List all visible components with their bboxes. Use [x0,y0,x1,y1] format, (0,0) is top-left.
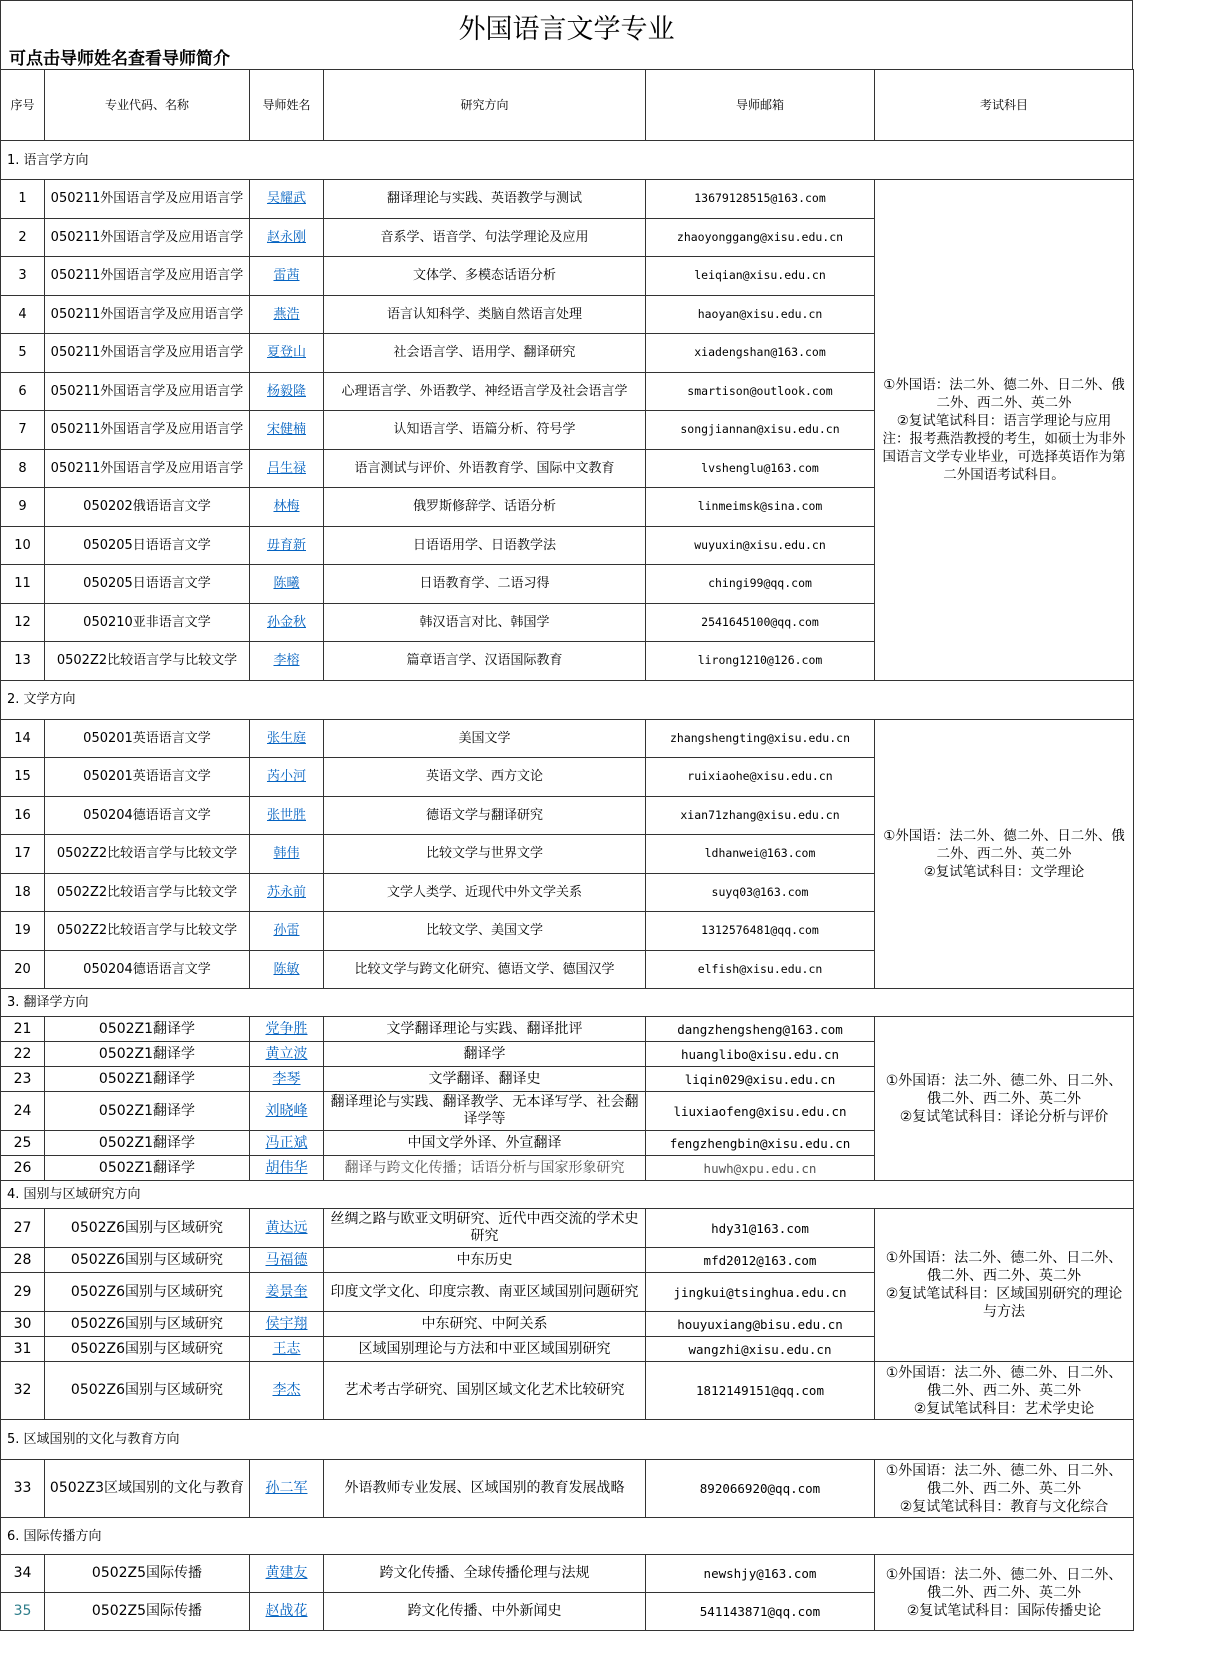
major-cell: 050201英语语言文学 [45,758,250,797]
research-cell: 文体学、多模态话语分析 [324,257,646,296]
major-cell: 0502Z6国别与区域研究 [45,1337,250,1362]
supervisor-name-link[interactable]: 党争胜 [265,1020,308,1037]
row-index: 19 [1,912,45,951]
supervisor-cell [250,411,324,450]
supervisor-name-link[interactable]: 杨毅隆 [266,383,306,399]
research-cell: 艺术考古学研究、国别区域文化艺术比较研究 [324,1362,646,1420]
row-index: 12 [1,603,45,642]
section-label: 5. 区域国别的文化与教育方向 [1,1420,1134,1460]
supervisor-cell [250,1312,324,1337]
research-cell: 德语文学与翻译研究 [324,796,646,835]
research-cell: 日语语用学、日语教学法 [324,526,646,565]
research-cell: 认知语言学、语篇分析、符号学 [324,411,646,450]
email-cell: newshjy@163.com [646,1555,875,1593]
supervisor-cell [250,1362,324,1420]
row-index: 8 [1,449,45,488]
row-index: 17 [1,835,45,874]
supervisor-cell [250,642,324,681]
major-cell: 050210亚非语言文学 [45,603,250,642]
section-label: 3. 翻译学方向 [1,989,1134,1017]
research-cell: 语言测试与评价、外语教育学、国际中文教育 [324,449,646,488]
supervisor-cell [250,1248,324,1273]
email-cell: xiadengshan@163.com [646,334,875,373]
email-cell: 1812149151@qq.com [646,1362,875,1420]
table-header [1,70,1134,141]
supervisor-name-link[interactable]: 陈敏 [273,961,300,977]
major-cell: 0502Z6国别与区域研究 [45,1248,250,1273]
major-cell: 0502Z3区域国别的文化与教育 [45,1460,250,1518]
email-cell: houyuxiang@bisu.edu.cn [646,1312,875,1337]
supervisor-cell [250,449,324,488]
email-cell: songjiannan@xisu.edu.cn [646,411,875,450]
row-index: 21 [1,1017,45,1042]
header-email: 导师邮箱 [646,70,875,141]
supervisor-cell [250,1209,324,1248]
supervisor-name-link[interactable]: 林梅 [273,499,300,515]
research-cell: 文学翻译理论与实践、翻译批评 [324,1017,646,1042]
email-cell: ruixiaohe@xisu.edu.cn [646,758,875,797]
row-index: 24 [1,1092,45,1131]
supervisor-cell [250,1555,324,1593]
header-exam: 考试科目 [875,70,1134,141]
supervisor-cell [250,1460,324,1518]
supervisor-cell [250,719,324,758]
title-box [0,0,1133,69]
major-cell: 0502Z1翻译学 [45,1067,250,1092]
supervisor-name-link[interactable]: 孙雷 [273,923,300,939]
email-cell: haoyan@xisu.edu.cn [646,295,875,334]
section-header [1,989,1134,1017]
row-index: 6 [1,372,45,411]
row-index: 9 [1,488,45,527]
email-cell: fengzhengbin@xisu.edu.cn [646,1131,875,1156]
row-index: 4 [1,295,45,334]
major-cell: 050205日语语言文学 [45,565,250,604]
exam-subjects: ①外国语：法二外、德二外、日二外、俄二外、西二外、英二外 ②复试笔试科目：国际传播史论 [875,1555,1134,1631]
major-cell: 0502Z2比较语言学与比较文学 [45,835,250,874]
supervisor-cell [250,1131,324,1156]
exam-subjects: ①外国语：法二外、德二外、日二外、俄二外、西二外、英二外 ②复试笔试科目：译论分析与评价 [875,1017,1134,1181]
row-index: 13 [1,642,45,681]
header-research: 研究方向 [324,70,646,141]
supervisor-cell [250,180,324,219]
email-cell: xian71zhang@xisu.edu.cn [646,796,875,835]
major-cell: 050204德语语言文学 [45,950,250,989]
email-cell: zhaoyonggang@xisu.edu.cn [646,218,875,257]
email-cell: smartison@outlook.com [646,372,875,411]
header-index: 序号 [1,70,45,141]
research-cell: 语言认知科学、类脑自然语言处理 [324,295,646,334]
supervisor-cell [250,1156,324,1181]
section-header [1,680,1134,719]
supervisor-name-link[interactable]: 李杰 [272,1382,301,1398]
major-cell: 0502Z5国际传播 [45,1593,250,1631]
major-cell: 050211外国语言学及应用语言学 [45,372,250,411]
supervisor-cell [250,565,324,604]
table-row [1,719,1134,758]
research-cell: 翻译理论与实践、翻译教学、无本译写学、社会翻译学等 [324,1092,646,1131]
row-index: 29 [1,1273,45,1312]
major-cell: 050211外国语言学及应用语言学 [45,334,250,373]
supervisor-name-link[interactable]: 韩伟 [273,846,300,862]
table-row [1,1209,1134,1248]
supervisor-cell [250,1092,324,1131]
row-index: 34 [1,1555,45,1593]
supervisor-cell [250,1017,324,1042]
supervisor-name-link[interactable]: 孙金秋 [266,614,306,630]
row-index: 15 [1,758,45,797]
research-cell: 篇章语言学、汉语国际教育 [324,642,646,681]
section-header [1,141,1134,180]
major-cell: 050211外国语言学及应用语言学 [45,411,250,450]
row-index: 25 [1,1131,45,1156]
row-index: 33 [1,1460,45,1518]
email-cell: hdy31@163.com [646,1209,875,1248]
major-cell: 050211外国语言学及应用语言学 [45,218,250,257]
research-cell: 中东研究、中阿关系 [324,1312,646,1337]
major-cell: 050211外国语言学及应用语言学 [45,449,250,488]
supervisor-name-link[interactable]: 胡伟华 [265,1159,308,1176]
email-cell: ldhanwei@163.com [646,835,875,874]
row-index: 11 [1,565,45,604]
supervisor-name-link[interactable]: 马福德 [265,1251,308,1268]
research-cell: 外语教师专业发展、区域国别的教育发展战略 [324,1460,646,1518]
supervisor-cell [250,218,324,257]
email-cell: 1312576481@qq.com [646,912,875,951]
supervisor-name-link[interactable]: 燕浩 [273,306,300,322]
supervisor-cell [250,873,324,912]
supervisor-name-link[interactable]: 侯宇翔 [265,1315,308,1332]
supervisor-cell [250,1593,324,1631]
supervisor-cell [250,835,324,874]
supervisor-cell [250,257,324,296]
supervisor-name-link[interactable]: 黄达远 [265,1219,308,1236]
major-cell: 0502Z5国际传播 [45,1555,250,1593]
row-index: 30 [1,1312,45,1337]
row-index: 10 [1,526,45,565]
major-cell: 0502Z2比较语言学与比较文学 [45,642,250,681]
major-cell: 0502Z1翻译学 [45,1017,250,1042]
row-index: 28 [1,1248,45,1273]
major-cell: 0502Z6国别与区域研究 [45,1209,250,1248]
supervisor-cell [250,295,324,334]
row-index: 35 [1,1593,45,1631]
research-cell: 翻译理论与实践、英语教学与测试 [324,180,646,219]
supervisor-name-link[interactable]: 孙二军 [265,1480,308,1496]
supervisor-name-link[interactable]: 赵永刚 [266,229,306,245]
supervisor-cell [250,1337,324,1362]
exam-subjects: ①外国语：法二外、德二外、日二外、俄二外、西二外、英二外 ②复试笔试科目：艺术学史论 [875,1362,1134,1420]
section-header [1,1518,1134,1555]
major-cell: 0502Z6国别与区域研究 [45,1312,250,1337]
row-index: 2 [1,218,45,257]
supervisor-name-link[interactable]: 赵战花 [265,1603,308,1619]
supervisor-cell [250,334,324,373]
email-cell: lvshenglu@163.com [646,449,875,488]
major-cell: 0502Z1翻译学 [45,1131,250,1156]
supervisor-cell [250,526,324,565]
supervisor-name-link[interactable]: 吕生禄 [266,460,306,476]
major-cell: 0502Z2比较语言学与比较文学 [45,873,250,912]
research-cell: 英语文学、西方文论 [324,758,646,797]
supervisor-name-link[interactable]: 王志 [272,1340,301,1357]
row-index: 27 [1,1209,45,1248]
research-cell: 翻译与跨文化传播；话语分析与国家形象研究 [324,1156,646,1181]
row-index: 32 [1,1362,45,1420]
research-cell: 俄罗斯修辞学、话语分析 [324,488,646,527]
supervisor-cell [250,950,324,989]
email-cell: 2541645100@qq.com [646,603,875,642]
supervisor-name-link[interactable]: 苏永前 [266,884,306,900]
supervisor-cell [250,1042,324,1067]
page-subtitle: 可点击导师姓名查看导师简介 [9,49,230,69]
supervisor-name-link[interactable]: 刘晓峰 [265,1102,308,1119]
email-cell: 892066920@qq.com [646,1460,875,1518]
supervisor-cell [250,488,324,527]
section-label: 2. 文学方向 [1,680,1134,719]
major-cell: 050202俄语语言文学 [45,488,250,527]
research-cell: 美国文学 [324,719,646,758]
research-cell: 跨文化传播、全球传播伦理与法规 [324,1555,646,1593]
supervisor-name-link[interactable]: 李琴 [272,1070,301,1087]
major-cell: 0502Z2比较语言学与比较文学 [45,912,250,951]
supervisor-name-link[interactable]: 吴耀武 [266,191,306,207]
research-cell: 日语教育学、二语习得 [324,565,646,604]
major-cell: 0502Z1翻译学 [45,1092,250,1131]
supervisor-name-link[interactable]: 毋育新 [266,537,306,553]
email-cell: liuxiaofeng@xisu.edu.cn [646,1092,875,1131]
table-row [1,1460,1134,1518]
header-supervisor: 导师姓名 [250,70,324,141]
supervisor-cell [250,1273,324,1312]
research-cell: 区域国别理论与方法和中亚区域国别研究 [324,1337,646,1362]
major-cell: 0502Z6国别与区域研究 [45,1273,250,1312]
research-cell: 比较文学与跨文化研究、德语文学、德国汉学 [324,950,646,989]
major-cell: 050211外国语言学及应用语言学 [45,180,250,219]
exam-subjects: ①外国语：法二外、德二外、日二外、俄二外、西二外、英二外 ②复试笔试科目：区域国别研究的理论与方法 [875,1209,1134,1362]
email-cell: liqin029@xisu.edu.cn [646,1067,875,1092]
row-index: 1 [1,180,45,219]
exam-subjects: ①外国语：法二外、德二外、日二外、俄二外、西二外、英二外 ②复试笔试科目：语言学理论与应用 注：报考燕浩教授的考生，如硕士为非外国语言文学专业毕业，可选择英语作为第二外国语考试科目。 [875,180,1134,681]
supervisor-cell [250,758,324,797]
research-cell: 翻译学 [324,1042,646,1067]
research-cell: 比较文学与世界文学 [324,835,646,874]
row-index: 20 [1,950,45,989]
email-cell: suyq03@163.com [646,873,875,912]
research-cell: 中东历史 [324,1248,646,1273]
supervisor-name-link[interactable]: 姜景奎 [265,1283,308,1300]
major-cell: 0502Z1翻译学 [45,1156,250,1181]
research-cell: 文学翻译、翻译史 [324,1067,646,1092]
row-index: 14 [1,719,45,758]
major-cell: 050205日语语言文学 [45,526,250,565]
email-cell: leiqian@xisu.edu.cn [646,257,875,296]
supervisor-name-link[interactable]: 黄建友 [265,1565,308,1581]
supervisor-name-link[interactable]: 宋健楠 [266,422,306,438]
supervisor-name-link[interactable]: 张生庭 [266,730,306,746]
major-cell: 0502Z6国别与区域研究 [45,1362,250,1420]
major-cell: 050201英语语言文学 [45,719,250,758]
email-cell: huanglibo@xisu.edu.cn [646,1042,875,1067]
major-cell: 050211外国语言学及应用语言学 [45,257,250,296]
research-cell: 音系学、语音学、句法学理论及应用 [324,218,646,257]
row-index: 22 [1,1042,45,1067]
research-cell: 比较文学、美国文学 [324,912,646,951]
supervisor-name-link[interactable]: 冯正斌 [265,1134,308,1151]
research-cell: 社会语言学、语用学、翻译研究 [324,334,646,373]
email-cell: jingkui@tsinghua.edu.cn [646,1273,875,1312]
major-cell: 050211外国语言学及应用语言学 [45,295,250,334]
table-row [1,180,1134,219]
research-cell: 中国文学外译、外宣翻译 [324,1131,646,1156]
table-row [1,1362,1134,1420]
section-header [1,1181,1134,1209]
header-major: 专业代码、名称 [45,70,250,141]
row-index: 23 [1,1067,45,1092]
major-cell: 050204德语语言文学 [45,796,250,835]
row-index: 7 [1,411,45,450]
section-label: 1. 语言学方向 [1,141,1134,180]
supervisor-cell [250,372,324,411]
email-cell: wuyuxin@xisu.edu.cn [646,526,875,565]
section-label: 4. 国别与区域研究方向 [1,1181,1134,1209]
supervisor-name-link[interactable]: 李榕 [273,653,300,669]
email-cell: lirong1210@126.com [646,642,875,681]
row-index: 26 [1,1156,45,1181]
table-row [1,1017,1134,1042]
section-header [1,1420,1134,1460]
supervisor-table [0,69,1134,1631]
email-cell: chingi99@qq.com [646,565,875,604]
supervisor-name-link[interactable]: 芮小河 [266,769,306,785]
supervisor-name-link[interactable]: 黄立波 [265,1045,308,1062]
supervisor-name-link[interactable]: 雷茜 [273,268,300,284]
email-cell: zhangshengting@xisu.edu.cn [646,719,875,758]
row-index: 31 [1,1337,45,1362]
supervisor-name-link[interactable]: 陈曦 [273,576,300,592]
email-cell: huwh@xpu.edu.cn [646,1156,875,1181]
exam-subjects: ①外国语：法二外、德二外、日二外、俄二外、西二外、英二外 ②复试笔试科目：教育与文化综合 [875,1460,1134,1518]
research-cell: 文学人类学、近现代中外文学关系 [324,873,646,912]
email-cell: 541143871@qq.com [646,1593,875,1631]
row-index: 18 [1,873,45,912]
supervisor-name-link[interactable]: 夏登山 [266,345,306,361]
major-cell: 0502Z1翻译学 [45,1042,250,1067]
section-label: 6. 国际传播方向 [1,1518,1134,1555]
research-cell: 跨文化传播、中外新闻史 [324,1593,646,1631]
research-cell: 印度文学文化、印度宗教、南亚区域国别问题研究 [324,1273,646,1312]
email-cell: linmeimsk@sina.com [646,488,875,527]
supervisor-cell [250,1067,324,1092]
page-title: 外国语言文学专业 [458,14,675,45]
supervisor-cell [250,796,324,835]
row-index: 16 [1,796,45,835]
table-row [1,1555,1134,1593]
row-index: 3 [1,257,45,296]
email-cell: mfd2012@163.com [646,1248,875,1273]
exam-subjects: ①外国语：法二外、德二外、日二外、俄二外、西二外、英二外 ②复试笔试科目：文学理论 [875,719,1134,989]
row-index: 5 [1,334,45,373]
research-cell: 韩汉语言对比、韩国学 [324,603,646,642]
research-cell: 心理语言学、外语教学、神经语言学及社会语言学 [324,372,646,411]
supervisor-name-link[interactable]: 张世胜 [266,807,306,823]
email-cell: wangzhi@xisu.edu.cn [646,1337,875,1362]
email-cell: elfish@xisu.edu.cn [646,950,875,989]
supervisor-cell [250,603,324,642]
email-cell: dangzhengsheng@163.com [646,1017,875,1042]
research-cell: 丝绸之路与欧亚文明研究、近代中西交流的学术史研究 [324,1209,646,1248]
email-cell: 13679128515@163.com [646,180,875,219]
supervisor-cell [250,912,324,951]
